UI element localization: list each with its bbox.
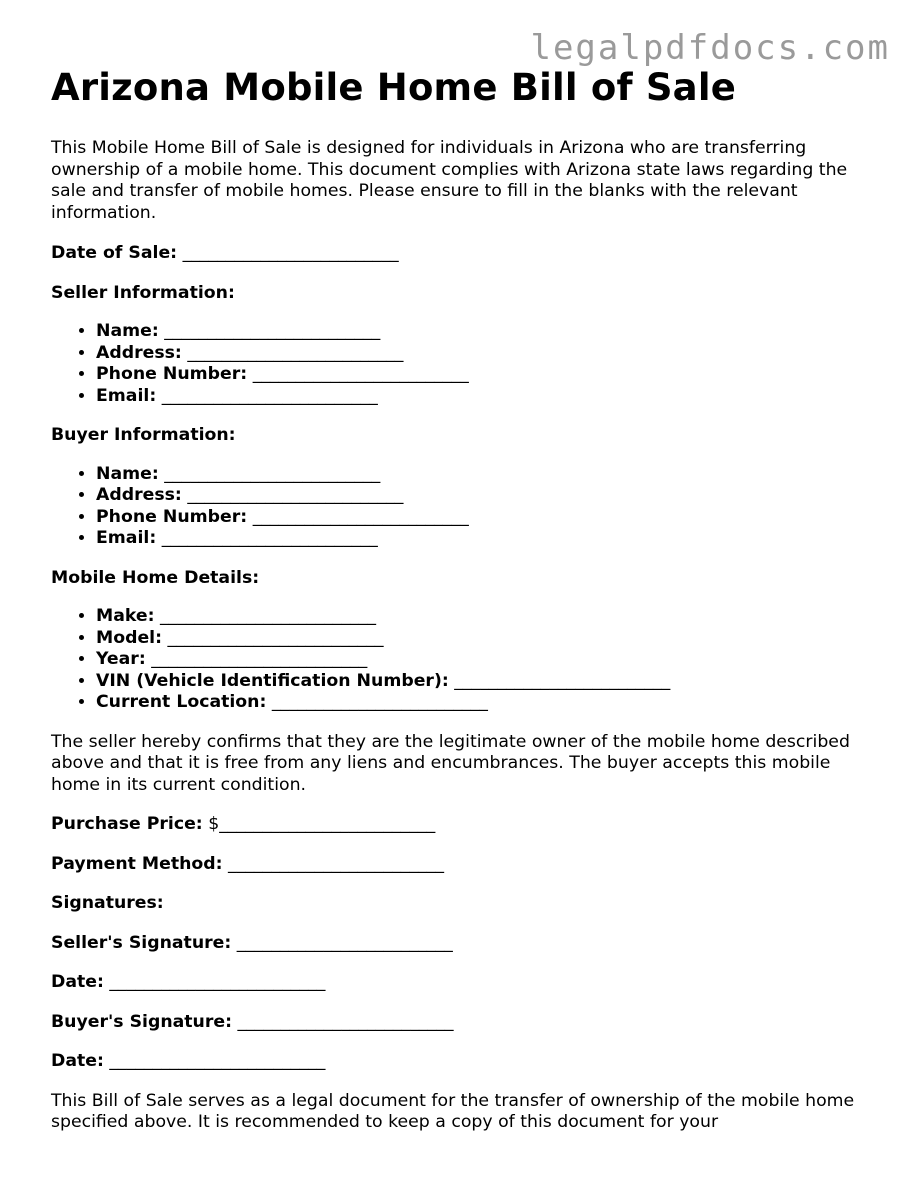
buyer-address-item [96, 485, 871, 507]
page-title: Arizona Mobile Home Bill of Sale [51, 66, 737, 109]
seller-date-field [51, 972, 871, 994]
seller-name-item [96, 321, 871, 343]
purchase-price-blank[interactable]: $_________________________ [208, 814, 436, 834]
home-vin-blank[interactable]: _________________________ [454, 670, 671, 691]
home-make-item [96, 606, 871, 628]
home-vin-item [96, 671, 871, 693]
buyer-name-item [96, 464, 871, 486]
payment-method-field [51, 854, 871, 876]
home-model-blank[interactable]: _________________________ [167, 627, 384, 648]
seller-signature-field [51, 933, 871, 955]
purchase-price-field [51, 814, 871, 836]
buyer-name-blank[interactable]: _________________________ [164, 463, 381, 484]
seller-list [51, 321, 871, 407]
home-model-label: Model: [96, 627, 162, 648]
buyer-address-label: Address: [96, 485, 182, 505]
date-of-sale-blank[interactable]: _________________________ [182, 243, 399, 263]
seller-phone-item [96, 364, 871, 386]
buyer-email-label: Email: [96, 528, 157, 548]
seller-name-label: Name: [96, 321, 159, 341]
seller-address-item [96, 343, 871, 365]
home-make-label: Make: [96, 606, 155, 626]
intro-paragraph: This Mobile Home Bill of Sale is designed for individuals in Arizona who are transferring ownership of a mobile home. This document complies with Arizona state laws regarding the sale and transfer of mobile homes. Please ensure to fill in the blanks with the relevant information. [51, 138, 848, 223]
home-location-label: Current Location: [96, 692, 267, 712]
home-year-label: Year: [96, 649, 146, 669]
purchase-price-label: Purchase Price: [51, 814, 203, 834]
home-year-blank[interactable]: _________________________ [151, 649, 368, 669]
buyer-phone-label: Phone Number: [96, 506, 248, 527]
date-of-sale-label: Date of Sale: [51, 243, 178, 263]
buyer-list [51, 464, 871, 550]
seller-date-blank[interactable]: _________________________ [109, 972, 326, 992]
buyer-email-item [96, 528, 871, 550]
buyer-phone-item [96, 507, 871, 529]
document-page [51, 66, 871, 1134]
buyer-signature-label: Buyer's Signature: [51, 1011, 232, 1032]
signatures-heading: Signatures: [51, 893, 164, 913]
home-vin-label: VIN (Vehicle Identification Number): [96, 670, 449, 691]
seller-email-item [96, 386, 871, 408]
closing-paragraph: This Bill of Sale serves as a legal document for the transfer of ownership of the mobile home specified above. It is recommended to keep a copy of this document for your [51, 1090, 855, 1132]
payment-method-label: Payment Method: [51, 853, 223, 874]
date-of-sale-field [51, 243, 871, 265]
buyer-name-label: Name: [96, 463, 159, 484]
watermark: legalpdfdocs.com [530, 28, 890, 68]
buyer-date-label: Date: [51, 1051, 104, 1071]
seller-signature-blank[interactable]: _________________________ [236, 932, 453, 953]
buyer-phone-blank[interactable]: _________________________ [252, 506, 469, 527]
home-location-blank[interactable]: _________________________ [271, 692, 488, 712]
seller-heading: Seller Information: [51, 282, 235, 303]
seller-date-label: Date: [51, 972, 104, 992]
home-year-item [96, 649, 871, 671]
home-details-list [51, 606, 871, 714]
payment-method-blank[interactable]: _________________________ [228, 853, 445, 874]
buyer-signature-field [51, 1012, 871, 1034]
seller-signature-label: Seller's Signature: [51, 932, 232, 953]
buyer-signature-blank[interactable]: _________________________ [237, 1011, 454, 1032]
seller-address-blank[interactable]: _________________________ [187, 342, 404, 363]
buyer-heading: Buyer Information: [51, 425, 236, 445]
seller-phone-blank[interactable]: _________________________ [252, 364, 469, 384]
buyer-date-blank[interactable]: _________________________ [109, 1051, 326, 1071]
home-make-blank[interactable]: _________________________ [160, 606, 377, 626]
home-details-heading: Mobile Home Details: [51, 567, 260, 588]
confirmation-paragraph: The seller hereby confirms that they are the legitimate owner of the mobile home described above and that it is free from any liens and encumbrances. The buyer accepts this mobile home in its current condition. [51, 731, 850, 795]
seller-name-blank[interactable]: _________________________ [164, 321, 381, 341]
seller-phone-label: Phone Number: [96, 364, 248, 384]
seller-address-label: Address: [96, 342, 182, 363]
seller-email-blank[interactable]: _________________________ [161, 385, 378, 406]
home-location-item [96, 692, 871, 714]
buyer-date-field [51, 1051, 871, 1073]
buyer-email-blank[interactable]: _________________________ [161, 528, 378, 548]
home-model-item [96, 628, 871, 650]
seller-email-label: Email: [96, 385, 157, 406]
buyer-address-blank[interactable]: _________________________ [187, 485, 404, 505]
